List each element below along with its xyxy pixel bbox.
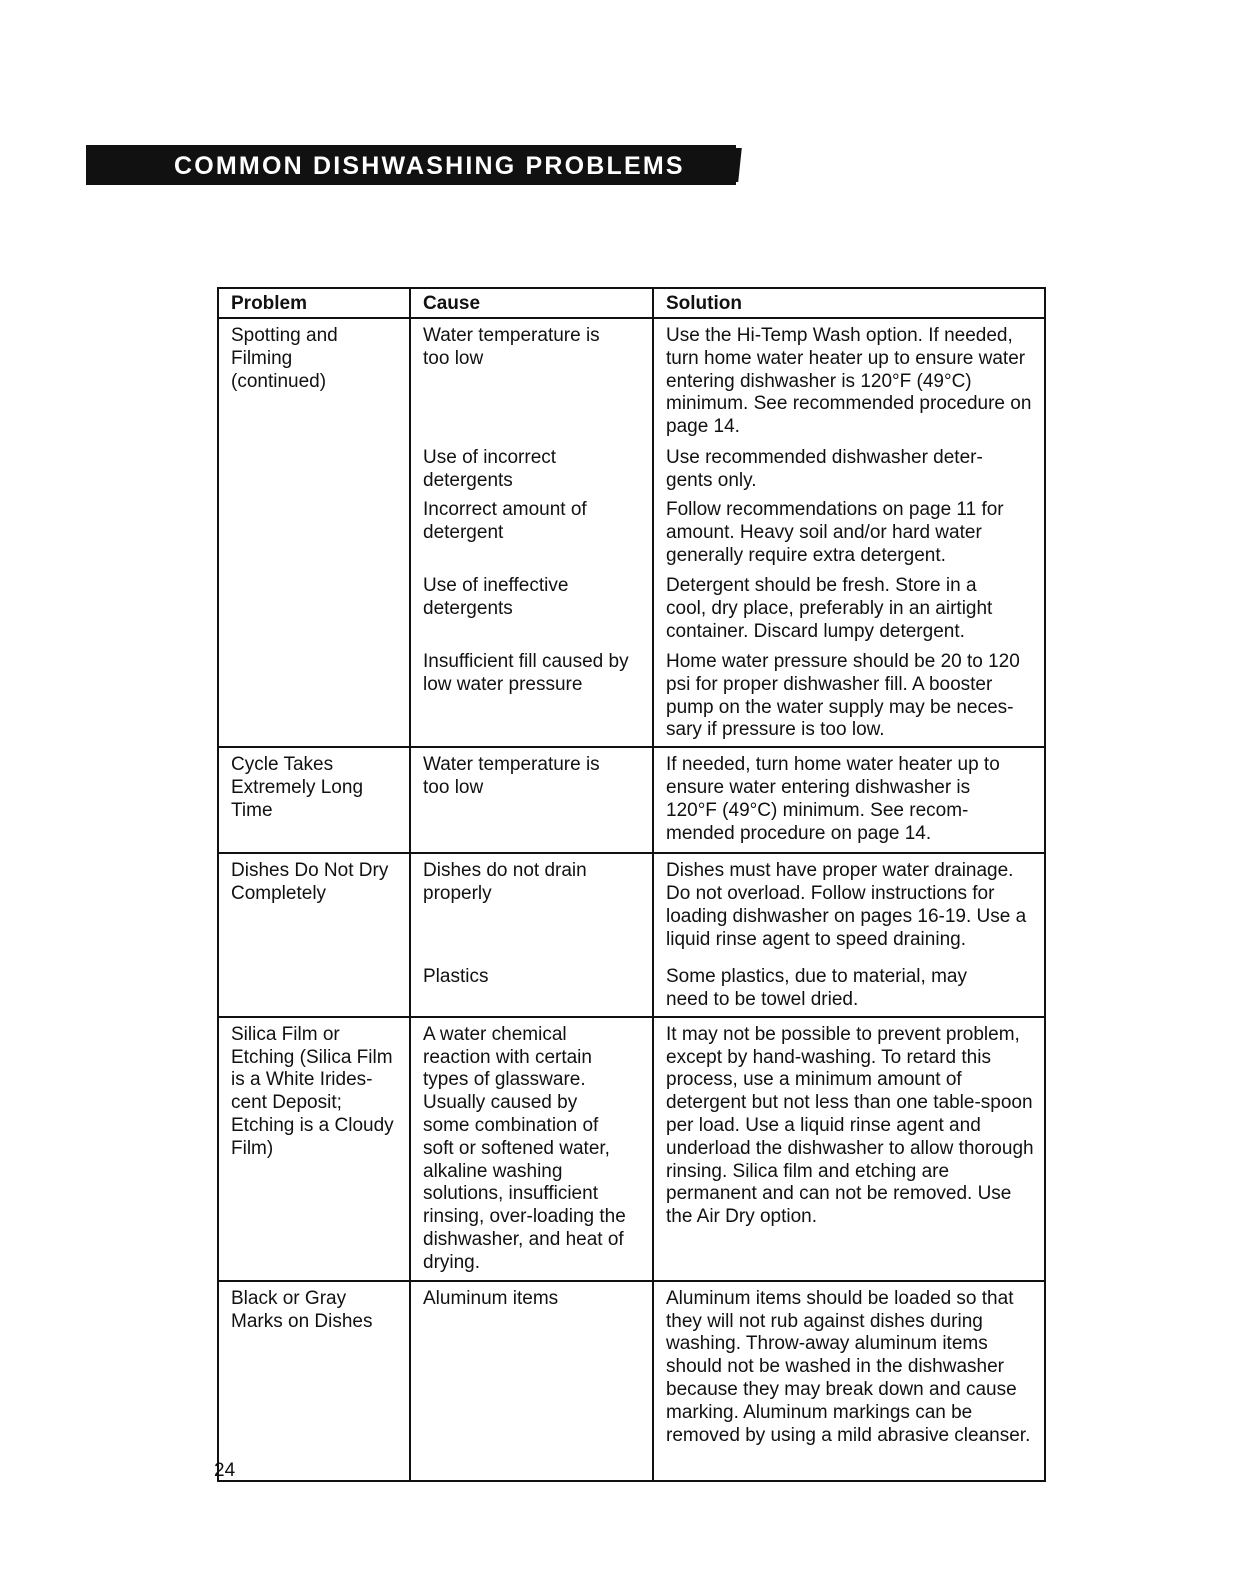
solution-cell <box>653 1017 1045 1281</box>
problem-cell <box>218 747 410 853</box>
solution-cell <box>653 960 1045 1017</box>
cause-cell <box>410 747 653 853</box>
table-row <box>218 318 1045 441</box>
banner-tip-decoration <box>732 148 742 182</box>
problem-cell <box>218 1017 410 1281</box>
cause-cell <box>410 569 653 645</box>
cause-cell <box>410 1281 653 1481</box>
solution-cell <box>653 645 1045 747</box>
solution-text: It may not be possible to prevent problem, except by hand-washing. To retard this process, use a minimum amount of detergent but not less than one table-spoon per load. Use a liquid rinse agent and underload the dishwasher to allow thorough rinsing. Silica film and etching are permanent and can not be removed. Use the Air Dry option. <box>666 1023 1034 1228</box>
solution-cell <box>653 747 1045 853</box>
cause-cell <box>410 318 653 441</box>
problem-text: Dishes Do Not Dry Completely <box>231 860 389 904</box>
table-row <box>218 1017 1045 1281</box>
table-row <box>218 1281 1045 1481</box>
problem-cell <box>218 853 410 1017</box>
problem-text: Silica Film or Etching (Silica Film is a White Irides-cent Deposit; Etching is a Cloudy Film) <box>231 1023 394 1159</box>
problem-text: Spotting and Filming (continued) <box>231 325 338 392</box>
cause-column-header: Cause <box>410 288 653 318</box>
table-row <box>218 747 1045 853</box>
section-title: COMMON DISHWASHING PROBLEMS <box>174 152 685 180</box>
cause-text: Use of incorrect detergents <box>423 447 557 491</box>
table-header-row <box>218 288 1045 318</box>
problem-column-header: Problem <box>218 288 410 318</box>
solution-cell <box>653 493 1045 569</box>
solution-cell <box>653 853 1045 960</box>
cause-text: Aluminum items <box>423 1287 559 1309</box>
problem-text: Black or Gray Marks on Dishes <box>231 1287 373 1332</box>
cause-text: Incorrect amount of detergent <box>423 499 587 543</box>
problem-cell <box>218 318 410 747</box>
cause-cell <box>410 853 653 960</box>
solution-text: Detergent should be fresh. Store in a cool, dry place, preferably in an airtight container. Discard lumpy detergent. <box>666 575 993 642</box>
solution-column-header: Solution <box>653 288 1045 318</box>
solution-text: Follow recommendations on page 11 for amount. Heavy soil and/or hard water generally require extra detergent. <box>666 499 1004 566</box>
cause-text: Dishes do not drain properly <box>423 860 587 904</box>
page-number: 24 <box>214 1460 236 1481</box>
cause-text: Plastics <box>423 966 489 988</box>
solution-text: Aluminum items should be loaded so that they will not rub against dishes during washing. Throw-away aluminum items should not be washed in the dishwasher because they may break down and cause marking. Aluminum markings can be removed by using a mild abrasive cleanser. <box>666 1287 1031 1446</box>
problem-text: Cycle Takes Extremely Long Time <box>231 754 364 821</box>
problems-table <box>217 287 1046 1482</box>
cause-text: Use of ineffective detergents <box>423 575 569 619</box>
table-row <box>218 853 1045 960</box>
section-banner <box>86 145 736 185</box>
solution-cell <box>653 569 1045 645</box>
solution-text: If needed, turn home water heater up to ensure water entering dishwasher is 120°F (49°C) minimum. See recom-mended procedure on page 14. <box>666 754 1000 844</box>
cause-text: A water chemical reaction with certain types of glassware. Usually caused by some combination of soft or softened water, alkaline washing solutions, insufficient rinsing, over-loading the dishwasher, and heat of drying. <box>423 1023 626 1273</box>
solution-cell <box>653 1281 1045 1481</box>
solution-text: Some plastics, due to material, may need to be towel dried. <box>666 966 967 1010</box>
cause-cell <box>410 493 653 569</box>
cause-text: Insufficient fill caused by low water pressure <box>423 651 629 695</box>
solution-text: Home water pressure should be 20 to 120 psi for proper dishwasher fill. A booster pump on the water supply may be neces-sary if pressure is too low. <box>666 651 1020 741</box>
solution-cell <box>653 318 1045 441</box>
cause-cell <box>410 960 653 1017</box>
solution-text: Use the Hi-Temp Wash option. If needed, turn home water heater up to ensure water entering dishwasher is 120°F (49°C) minimum. See recommended procedure on page 14. <box>666 325 1032 438</box>
solution-text: Use recommended dishwasher deter-gents only. <box>666 447 983 491</box>
cause-cell <box>410 441 653 493</box>
cause-text: Water temperature is too low <box>423 754 600 798</box>
cause-text: Water temperature is too low <box>423 325 600 369</box>
solution-cell <box>653 441 1045 493</box>
problem-cell <box>218 1281 410 1481</box>
solution-text: Dishes must have proper water drainage. Do not overload. Follow instructions for loading dishwasher on pages 16-19. Use a liquid rinse agent to speed draining. <box>666 860 1027 950</box>
cause-cell <box>410 1017 653 1281</box>
cause-cell <box>410 645 653 747</box>
